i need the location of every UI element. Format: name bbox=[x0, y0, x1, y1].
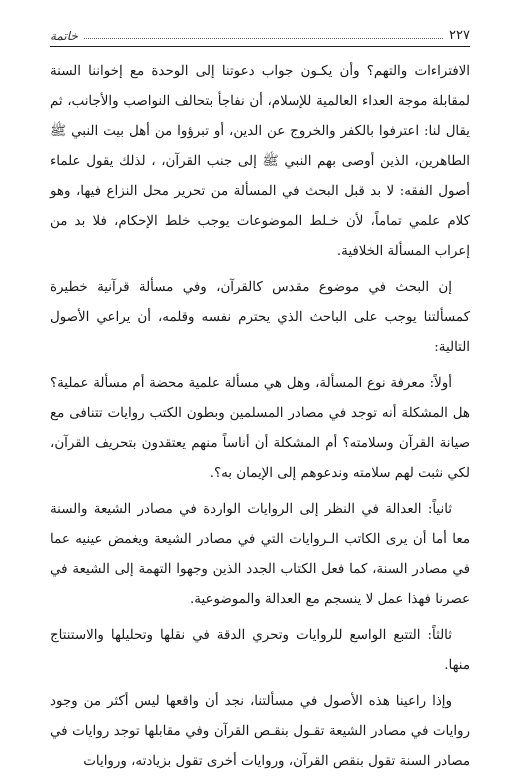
section-title: خاتمة bbox=[50, 29, 78, 43]
header-rule bbox=[50, 46, 470, 47]
running-head bbox=[50, 28, 470, 46]
page-number: ٢٢٧ bbox=[449, 28, 470, 43]
paragraph-2: إن البحث في موضوع مقدس كالقرآن، وفي مسألة قرآنية خطيرة كمسألتنا يوجب على الباحث الذي يحترم نفسه وقلمه، أن يراعي الأصول التالية: bbox=[50, 280, 470, 355]
paragraph-6: وإذا راعينا هذه الأصول في مسألتنا، نجد أن واقعها ليس أكثر من وجود روايات في مصادر الشيعة تقـول بنقـص القرآن وفي مقابلها توجد روايات في مصادر السنة تقول بنقص القرآن، وروايات أخرى تقول بزيادته، وروايات bbox=[50, 694, 470, 769]
paragraph-5: ثالثاً: التتبع الواسع للروايات وتحري الدقة في نقلها وتحليلها والاستنتاج منها. bbox=[50, 628, 470, 673]
body-text bbox=[50, 57, 470, 777]
paragraph-3: أولاً: معرفة نوع المسألة، وهل هي مسألة علمية محضة أم مسألة عملية؟ هل المشكلة أنه توجد في مصادر المسلمين وبطون الكتب روايات تتنافى مع صيانة القرآن وسلامته؟ أم المشكلة أن أناساً منهم يعتقدون بتحريف القرآن، لكي نثبت لهم سلامته وندعوهم إلى الإيمان به؟. bbox=[50, 376, 470, 481]
paragraph-1: الافتراءات والتهم؟ وأن يكـون جواب دعوتنا إلى الوحدة مع إخواننا السنة لمقابلة موجة العداء العالمية للإسلام، أن نفاجأ بتحالف النواصب والأجانب، ثم يقال لنا: اعترفوا بالكفر والخروج عن الدين، أو تبرؤوا من أهل بيت النبي ﷺ الطاهرين، الذين أوصى بهم النبي ﷺ إلى جنب القرآن، ، لذلك يقول علماء أصول الفقه: لا بد قبل البحث في المسألة من تحرير محل النزاع فيها، وهو كلام علمي تماماً، لأن خـلط الموضوعات يوجب خلط الإحكام، فلا بد من إعراب المسألة الخلافية. bbox=[50, 64, 470, 259]
leader-dots bbox=[84, 38, 443, 39]
paragraph-4: ثانياً: العدالة في النظر إلى الروايات الواردة في مصادر الشيعة والسنة معا أما أن يرى الكاتب الـروايات التي في مصادر الشيعة ويغمض عينيه عما في مصادر السنة، كما فعل الكتاب الجدد الذين وجهوا التهمة إلى الشيعة في عصرنا فهذا عمل لا ينسجم مع العدالة والموضوعية. bbox=[50, 502, 470, 607]
